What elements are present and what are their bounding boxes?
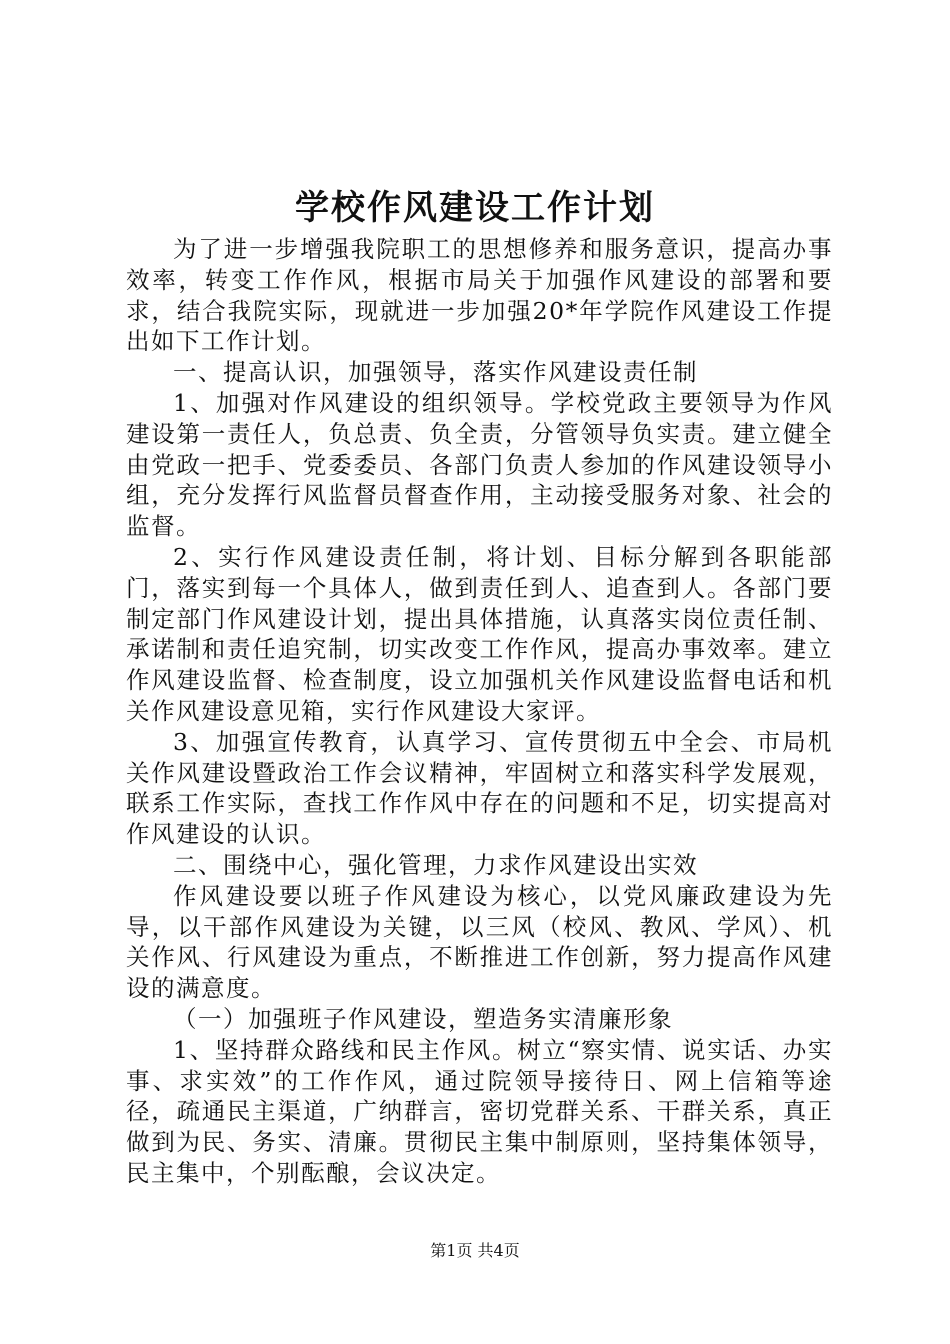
section-heading-2: 二、围绕中心，强化管理，力求作风建设出实效 <box>173 850 698 879</box>
intro-paragraph: 为了进一步增强我院职工的思想修养和服务意识，提高办事效率，转变工作作风，根据市局关于加强作风建设的部署和要求，结合我院实际，现就进一步加强20*年学院作风建设工作提出如下工作计划。 <box>126 235 833 356</box>
body-paragraph: 2、实行作风建设责任制，将计划、目标分解到各职能部门，落实到每一个具体人，做到责任到人、追查到人。各部门要制定部门作风建设计划，提出具体措施，认真落实岗位责任制、承诺制和责任追究制，切实改变工作作风，提高办事效率。建立作风建设监督、检查制度，设立加强机关作风建设监督电话和机关作风建设意见箱，实行作风建设大家评。 <box>126 542 833 725</box>
page-footer: 第1页 共4页 <box>430 1241 520 1260</box>
subsection-heading: （一）加强班子作风建设，塑造务实清廉形象 <box>173 1004 673 1033</box>
body-paragraph: 作风建设要以班子作风建设为核心，以党风廉政建设为先导，以干部作风建设为关键，以三风（校风、教风、学风）、机关作风、行风建设为重点，不断推进工作创新，努力提高作风建设的满意度。 <box>126 881 833 1003</box>
body-paragraph: 3、加强宣传教育，认真学习、宣传贯彻五中全会、市局机关作风建设暨政治工作会议精神，牢固树立和落实科学发展观，联系工作实际，查找工作作风中存在的问题和不足，切实提高对作风建设的认识。 <box>126 727 833 849</box>
section-heading-1: 一、提高认识，加强领导，落实作风建设责任制 <box>173 358 698 387</box>
body-paragraph: 1、坚持群众路线和民主作风。树立“察实情、说实话、办实事、求实效”的工作作风，通过院领导接待日、网上信箱等途径，疏通民主渠道，广纳群言，密切党群关系、干群关系，真正做到为民、务实、清廉。贯彻民主集中制原则，坚持集体领导，民主集中，个别酝酿，会议决定。 <box>126 1035 833 1187</box>
document-body <box>126 234 833 1189</box>
document-title: 学校作风建设工作计划 <box>295 188 655 228</box>
body-paragraph: 1、加强对作风建设的组织领导。学校党政主要领导为作风建设第一责任人，负总责、负全责，分管领导负实责。建立健全由党政一把手、党委委员、各部门负责人参加的作风建设领导小组，充分发挥行风监督员督查作用，主动接受服务对象、社会的监督。 <box>126 388 833 541</box>
